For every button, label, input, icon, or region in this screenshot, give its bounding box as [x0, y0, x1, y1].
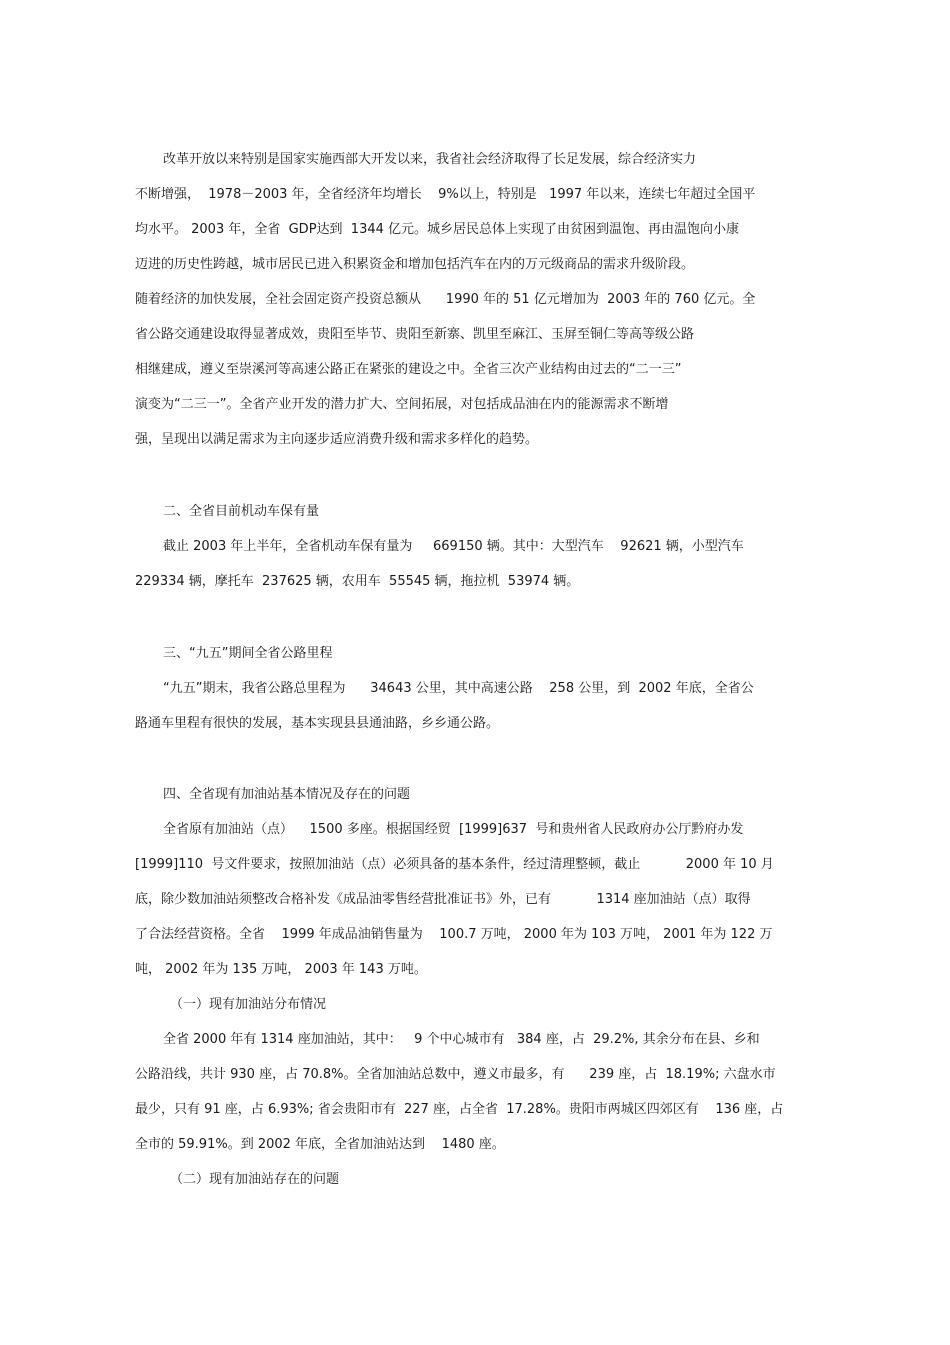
paragraph-line: 229334 辆，摩托车 237625 辆，农用车 55545 辆，拖拉机 53974 辆。 — [135, 574, 580, 589]
paragraph-line: “九五”期末，我省公路总里程为 34643 公里，其中高速公路 258 公里，到 2002 年底，全省公 — [163, 681, 754, 696]
paragraph-line: 路通车里程有很快的发展，基本实现县县通油路，乡乡通公路。 — [135, 716, 500, 731]
paragraph-line: 均水平。 2003 年，全省 GDP达到 1344 亿元。城乡居民总体上实现了由贫困到温饱、再由温饱向小康 — [135, 222, 740, 237]
subsection-heading: （一）现有加油站分布情况 — [170, 997, 327, 1012]
paragraph-line: 省公路交通建设取得显著成效，贵阳至毕节、贵阳至新寨、凯里至麻江、玉屏至铜仁等高等级公路 — [135, 327, 695, 342]
paragraph-line: 全市的 59.91%。到 2002 年底，全省加油站达到 1480 座。 — [135, 1137, 505, 1152]
paragraph-line: 截止 2003 年上半年，全省机动车保有量为 669150 辆。其中：大型汽车 92621 辆，小型汽车 — [163, 539, 744, 554]
subsection-heading: （二）现有加油站存在的问题 — [170, 1172, 340, 1187]
paragraph-line: 吨， 2002 年为 135 万吨， 2003 年 143 万吨。 — [135, 962, 427, 977]
paragraph-line: 强，呈现出以满足需求为主向逐步适应消费升级和需求多样化的趋势。 — [135, 432, 539, 447]
paragraph-line: [1999]110 号文件要求，按照加油站（点）必须具备的基本条件，经过清理整顿，截止 2000 年 10 月 — [135, 857, 774, 872]
paragraph-line: 相继建成，遵义至崇溪河等高速公路正在紧张的建设之中。全省三次产业结构由过去的“二一三” — [135, 362, 682, 377]
paragraph-line: 公路沿线，共计 930 座，占 70.8%。全省加油站总数中，遵义市最多，有 239 座，占 18.19%; 六盘水市 — [135, 1067, 776, 1082]
section-heading: 三、“九五”期间全省公路里程 — [163, 646, 333, 661]
paragraph-line: 演变为“二三一”。全省产业开发的潜力扩大、空间拓展，对包括成品油在内的能源需求不断增 — [135, 397, 669, 412]
paragraph-line: 随着经济的加快发展，全社会固定资产投资总额从 1990 年的 51 亿元增加为 2003 年的 760 亿元。全 — [135, 292, 756, 307]
paragraph-line: 改革开放以来特别是国家实施西部大开发以来，我省社会经济取得了长足发展，综合经济实力 — [163, 152, 697, 167]
section-heading: 四、全省现有加油站基本情况及存在的问题 — [163, 787, 411, 802]
section-heading: 二、全省目前机动车保有量 — [163, 504, 320, 519]
paragraph-line: 底，除少数加油站须整改合格补发《成品油零售经营批准证书》外，已有 1314 座加油站（点）取得 — [135, 892, 751, 907]
paragraph-line: 了合法经营资格。全省 1999 年成品油销售量为 100.7 万吨， 2000 年为 103 万吨， 2001 年为 122 万 — [135, 927, 773, 942]
paragraph-line: 不断增强， 1978－2003 年，全省经济年均增长 9%以上，特别是 1997 年以来，连续七年超过全国平 — [135, 187, 756, 202]
paragraph-line: 迈进的历史性跨越，城市居民已进入积累资金和增加包括汽车在内的万元级商品的需求升级阶段。 — [135, 257, 695, 272]
paragraph-line: 全省 2000 年有 1314 座加油站，其中： 9 个中心城市有 384 座，占 29.2%, 其余分布在县、乡和 — [163, 1032, 760, 1047]
paragraph-line: 全省原有加油站（点） 1500 多座。根据国经贸 [1999]637 号和贵州省人民政府办公厅黔府办发 — [163, 822, 744, 837]
paragraph-line: 最少，只有 91 座，占 6.93%; 省会贵阳市有 227 座，占全省 17.28%。贵阳市两城区四郊区有 136 座，占 — [135, 1102, 784, 1117]
